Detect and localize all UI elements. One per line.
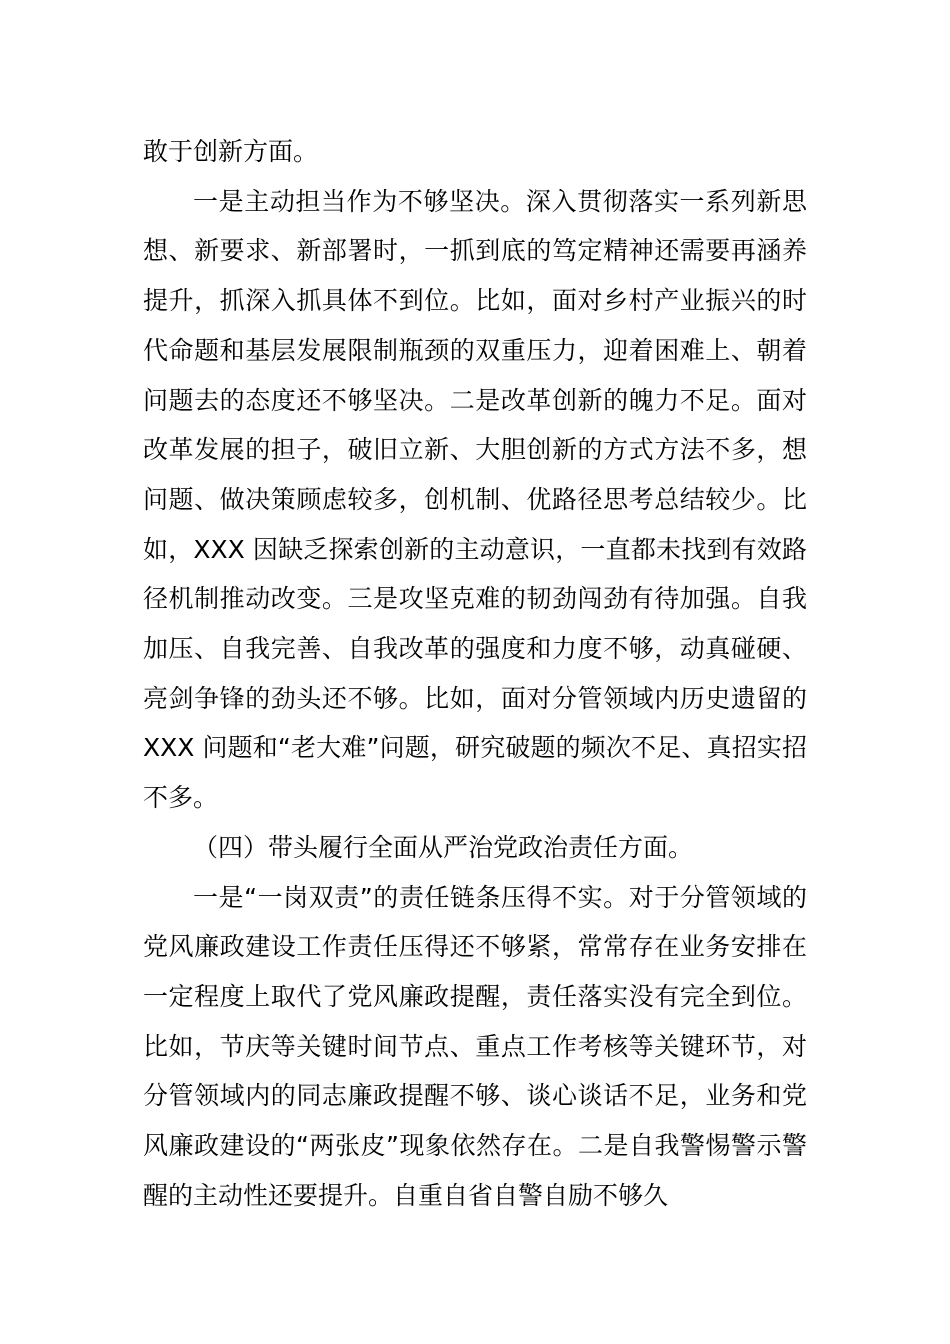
paragraph-body: 一是“一岗双责”的责任链条压得不实。对于分管领域的党风廉政建设工作责任压得还不够紧，常常存在业务安排在一定程度上取代了党风廉政提醒，责任落实没有完全到位。比如，节庆等关键时间节点、重点工作考核等关键环节，对分管领域内的同志廉政提醒不够、谈心谈话不足，业务和党风廉政建设的“两张皮”现象依然存在。二是自我警惕警示警醒的主动性还要提升。自重自省自警自励不够久 (143, 882, 807, 1210)
section-heading: （四）带头履行全面从严治党政治责任方面。 (193, 832, 694, 862)
paragraph-body: 一是主动担当作为不够坚决。深入贯彻落实一系列新思想、新要求、新部署时，一抓到底的笃定精神还需要再涵养提升，抓深入抓具体不到位。比如，面对乡村产业振兴的时代命题和基层发展限制瓶颈的双重压力，迎着困难上、朝着问题去的态度还不够坚决。二是改革创新的魄力不足。面对改革发展的担子，破旧立新、大胆创新的方式方法不多，想问题、做决策顾虑较多，创机制、优路径思考总结较少。比如，XXX 因缺乏探索创新的主动意识，一直都未找到有效路径机制推动改变。三是攻坚克难的韧劲闯劲有待加强。自我加压、自我完善、自我改革的强度和力度不够，动真碰硬、亮剑争锋的劲头还不够。比如，面对分管领域内历史遗留的 XXX 问题和“老大难”问题，研究破题的频次不足、真招实招不多。 (143, 186, 807, 813)
paragraph-continuation: 敢于创新方面。 (143, 137, 319, 166)
document-body (143, 127, 807, 1220)
